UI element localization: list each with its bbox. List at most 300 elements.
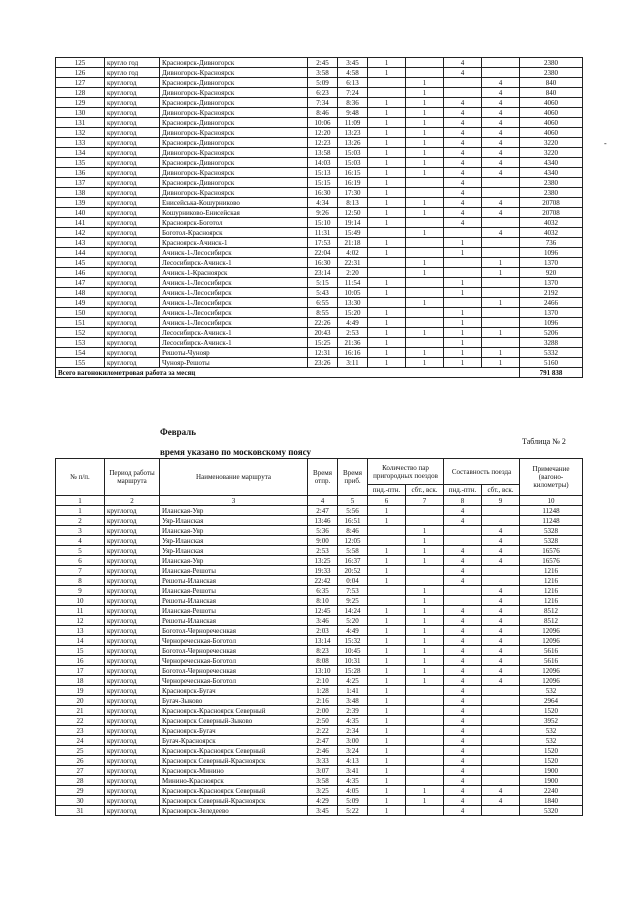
arrival-time-cell: 5:20 xyxy=(338,616,368,626)
arrival-time-cell: 4:49 xyxy=(338,626,368,636)
row-number-cell: 31 xyxy=(56,806,105,816)
table-row xyxy=(56,636,583,646)
arrival-time-cell: 7:24 xyxy=(338,88,368,98)
composition-weekend-cell: 1 xyxy=(482,268,520,278)
route-name-cell: Бугач-Зыково xyxy=(160,696,308,706)
pairs-weekday-cell: 1 xyxy=(368,238,406,248)
route-name-cell: Красноярск-Дивногорск xyxy=(160,98,308,108)
table-row xyxy=(56,68,583,78)
arrival-time-cell: 10:05 xyxy=(338,288,368,298)
arrival-time-cell: 14:24 xyxy=(338,606,368,616)
pairs-weekend-cell: 1 xyxy=(406,676,444,686)
arrival-time-cell: 4:13 xyxy=(338,756,368,766)
pairs-weekend-cell: 1 xyxy=(406,616,444,626)
pairs-weekday-cell: 1 xyxy=(368,128,406,138)
row-number-cell: 10 xyxy=(56,596,105,606)
row-number-cell: 28 xyxy=(56,776,105,786)
route-name-cell: Дивногорск-Красноярск xyxy=(160,108,308,118)
departure-time-cell: 3:58 xyxy=(308,776,338,786)
pairs-weekend-cell xyxy=(406,566,444,576)
car-km-cell: 4060 xyxy=(520,98,583,108)
car-km-cell: 20708 xyxy=(520,198,583,208)
route-name-cell: Решоты-Чунояр xyxy=(160,348,308,358)
route-name-cell: Боготол-Красноярск xyxy=(160,228,308,238)
composition-weekday-cell: 4 xyxy=(444,746,482,756)
period-cell: круглогод xyxy=(105,766,160,776)
composition-weekend-cell: 4 xyxy=(482,158,520,168)
period-cell: круглогод xyxy=(105,338,160,348)
departure-time-cell: 6:23 xyxy=(308,88,338,98)
departure-time-cell: 3:46 xyxy=(308,616,338,626)
composition-weekend-cell: 1 xyxy=(482,328,520,338)
car-km-cell: 4032 xyxy=(520,218,583,228)
table-row xyxy=(56,348,583,358)
car-km-cell: 1370 xyxy=(520,308,583,318)
composition-weekday-cell: 4 xyxy=(444,58,482,68)
period-cell: круглогод xyxy=(105,546,160,556)
period-cell: круглогод xyxy=(105,348,160,358)
row-number-cell: 21 xyxy=(56,706,105,716)
composition-weekday-cell: 4 xyxy=(444,786,482,796)
table-row xyxy=(56,776,583,786)
composition-weekend-cell xyxy=(482,576,520,586)
composition-weekday-cell: 4 xyxy=(444,656,482,666)
period-cell: круглогод xyxy=(105,318,160,328)
row-number-cell: 22 xyxy=(56,716,105,726)
composition-weekend-cell xyxy=(482,706,520,716)
pairs-weekend-cell xyxy=(406,178,444,188)
row-number-cell: 155 xyxy=(56,358,105,368)
composition-weekday-cell: 4 xyxy=(444,178,482,188)
row-number-cell: 142 xyxy=(56,228,105,238)
arrival-time-cell: 15:49 xyxy=(338,228,368,238)
arrival-time-cell: 4:35 xyxy=(338,776,368,786)
table-row xyxy=(56,278,583,288)
pairs-weekday-cell xyxy=(368,228,406,238)
pairs-weekday-cell: 1 xyxy=(368,746,406,756)
departure-time-cell: 2:10 xyxy=(308,676,338,686)
route-name-cell: Черноречеснкая-Боготол xyxy=(160,656,308,666)
column-number: 5 xyxy=(338,496,368,506)
period-cell: круглогод xyxy=(105,736,160,746)
composition-weekday-cell xyxy=(444,78,482,88)
route-name-cell: Иланская-Решоты xyxy=(160,586,308,596)
period-cell: круглогод xyxy=(105,188,160,198)
car-km-cell: 4060 xyxy=(520,108,583,118)
arrival-time-cell: 8:13 xyxy=(338,198,368,208)
route-name-cell: Минино-Красноярск xyxy=(160,776,308,786)
row-number-cell: 25 xyxy=(56,746,105,756)
composition-weekday-cell: 4 xyxy=(444,208,482,218)
table-row xyxy=(56,238,583,248)
pairs-weekend-cell xyxy=(406,68,444,78)
period-cell: круглогод xyxy=(105,506,160,516)
car-km-cell: 4060 xyxy=(520,128,583,138)
composition-weekend-cell: 4 xyxy=(482,646,520,656)
pairs-weekday-cell: 1 xyxy=(368,358,406,368)
pairs-weekday-cell: 1 xyxy=(368,328,406,338)
car-km-cell: 2380 xyxy=(520,178,583,188)
composition-weekend-cell xyxy=(482,746,520,756)
departure-time-cell: 2:16 xyxy=(308,696,338,706)
route-name-cell: Красноярск-Красноярск Северный xyxy=(160,786,308,796)
composition-weekend-cell xyxy=(482,766,520,776)
arrival-time-cell: 8:46 xyxy=(338,526,368,536)
row-number-cell: 144 xyxy=(56,248,105,258)
header-period: Период работы маршрута xyxy=(105,459,160,496)
car-km-cell: 3220 xyxy=(520,148,583,158)
car-km-cell: 8512 xyxy=(520,606,583,616)
route-name-cell: Ачинск-1-Лесосибирск xyxy=(160,278,308,288)
row-number-cell: 152 xyxy=(56,328,105,338)
car-km-cell: 736 xyxy=(520,238,583,248)
pairs-weekday-cell: 1 xyxy=(368,776,406,786)
composition-weekend-cell xyxy=(482,696,520,706)
pairs-weekend-cell xyxy=(406,58,444,68)
header-comp-weekend: сбт., вск. xyxy=(482,485,520,496)
composition-weekday-cell: 4 xyxy=(444,68,482,78)
pairs-weekend-cell: 1 xyxy=(406,78,444,88)
period-cell: круглогод xyxy=(105,756,160,766)
car-km-cell: 840 xyxy=(520,78,583,88)
composition-weekday-cell: 4 xyxy=(444,218,482,228)
period-cell: круглогод xyxy=(105,686,160,696)
arrival-time-cell: 3:24 xyxy=(338,746,368,756)
pairs-weekend-cell: 1 xyxy=(406,128,444,138)
row-number-cell: 23 xyxy=(56,726,105,736)
period-cell: круглогод xyxy=(105,288,160,298)
row-number-cell: 14 xyxy=(56,636,105,646)
header-pairs-weekday: пнд.-птн. xyxy=(368,485,406,496)
car-km-cell: 5332 xyxy=(520,348,583,358)
composition-weekday-cell xyxy=(444,298,482,308)
departure-time-cell: 3:45 xyxy=(308,806,338,816)
composition-weekday-cell: 4 xyxy=(444,706,482,716)
table-row xyxy=(56,646,583,656)
arrival-time-cell: 3:00 xyxy=(338,736,368,746)
period-cell: круглогод xyxy=(105,88,160,98)
composition-weekend-cell: 1 xyxy=(482,298,520,308)
departure-time-cell: 17:53 xyxy=(308,238,338,248)
table-row xyxy=(56,736,583,746)
arrival-time-cell: 11:09 xyxy=(338,118,368,128)
car-km-cell: 12096 xyxy=(520,676,583,686)
route-name-cell: Красноярск-Дивногорск xyxy=(160,58,308,68)
car-km-cell: 4060 xyxy=(520,118,583,128)
route-name-cell: Лесосибирск-Ачинск-1 xyxy=(160,328,308,338)
arrival-time-cell: 4:49 xyxy=(338,318,368,328)
composition-weekend-cell xyxy=(482,566,520,576)
period-cell: круглогод xyxy=(105,138,160,148)
composition-weekend-cell: 4 xyxy=(482,138,520,148)
pairs-weekend-cell: 1 xyxy=(406,258,444,268)
route-name-cell: Боготол-Черноречеснкая xyxy=(160,626,308,636)
composition-weekday-cell xyxy=(444,596,482,606)
row-number-cell: 148 xyxy=(56,288,105,298)
period-cell: круглогод xyxy=(105,776,160,786)
departure-time-cell: 6:35 xyxy=(308,586,338,596)
car-km-cell: 1520 xyxy=(520,756,583,766)
departure-time-cell: 11:31 xyxy=(308,228,338,238)
composition-weekend-cell xyxy=(482,308,520,318)
pairs-weekend-cell xyxy=(406,706,444,716)
car-km-cell: 1216 xyxy=(520,596,583,606)
table-row xyxy=(56,716,583,726)
pairs-weekday-cell: 1 xyxy=(368,108,406,118)
arrival-time-cell: 9:25 xyxy=(338,596,368,606)
composition-weekday-cell: 4 xyxy=(444,716,482,726)
table-row xyxy=(56,118,583,128)
arrival-time-cell: 16:37 xyxy=(338,556,368,566)
composition-weekday-cell xyxy=(444,88,482,98)
route-name-cell: Дивногорск-Красноярск xyxy=(160,188,308,198)
pairs-weekday-cell: 1 xyxy=(368,666,406,676)
departure-time-cell: 2:46 xyxy=(308,746,338,756)
departure-time-cell: 12:45 xyxy=(308,606,338,616)
car-km-cell: 1840 xyxy=(520,796,583,806)
car-km-cell: 5206 xyxy=(520,328,583,338)
car-km-cell: 1520 xyxy=(520,746,583,756)
route-name-cell: Уяр-Иланская xyxy=(160,536,308,546)
departure-time-cell: 19:33 xyxy=(308,566,338,576)
car-km-cell: 3220 xyxy=(520,138,583,148)
pairs-weekday-cell: 1 xyxy=(368,338,406,348)
period-cell: круглогод xyxy=(105,596,160,606)
departure-time-cell: 22:04 xyxy=(308,248,338,258)
period-cell: круглогод xyxy=(105,198,160,208)
composition-weekend-cell xyxy=(482,238,520,248)
pairs-weekday-cell: 1 xyxy=(368,616,406,626)
row-number-cell: 153 xyxy=(56,338,105,348)
period-cell: круглогод xyxy=(105,328,160,338)
arrival-time-cell: 17:30 xyxy=(338,188,368,198)
pairs-weekend-cell: 1 xyxy=(406,348,444,358)
row-number-cell: 136 xyxy=(56,168,105,178)
route-name-cell: Красноярск-Дивногорск xyxy=(160,158,308,168)
pairs-weekend-cell xyxy=(406,716,444,726)
composition-weekend-cell: 4 xyxy=(482,88,520,98)
composition-weekend-cell: 4 xyxy=(482,666,520,676)
arrival-time-cell: 13:30 xyxy=(338,298,368,308)
pairs-weekday-cell: 1 xyxy=(368,676,406,686)
route-name-cell: Боготол-Черноречеснкая xyxy=(160,666,308,676)
composition-weekday-cell: 4 xyxy=(444,766,482,776)
route-name-cell: Ачинск-1-Лесосибирск xyxy=(160,308,308,318)
departure-time-cell: 2:45 xyxy=(308,58,338,68)
composition-weekday-cell: 1 xyxy=(444,288,482,298)
departure-time-cell: 2:50 xyxy=(308,716,338,726)
pairs-weekend-cell: 1 xyxy=(406,298,444,308)
composition-weekend-cell: 4 xyxy=(482,786,520,796)
composition-weekend-cell xyxy=(482,516,520,526)
period-cell: круглогод xyxy=(105,696,160,706)
route-name-cell: Решоты-Иланская xyxy=(160,596,308,606)
composition-weekday-cell: 4 xyxy=(444,148,482,158)
arrival-time-cell: 6:13 xyxy=(338,78,368,88)
composition-weekend-cell xyxy=(482,776,520,786)
departure-time-cell: 3:07 xyxy=(308,766,338,776)
pairs-weekend-cell: 1 xyxy=(406,158,444,168)
composition-weekend-cell xyxy=(482,806,520,816)
car-km-cell: 4340 xyxy=(520,168,583,178)
route-name-cell: Красноярск-Ачинск-1 xyxy=(160,238,308,248)
composition-weekend-cell xyxy=(482,58,520,68)
composition-weekday-cell: 1 xyxy=(444,348,482,358)
pairs-weekday-cell: 1 xyxy=(368,158,406,168)
arrival-time-cell: 1:41 xyxy=(338,686,368,696)
row-number-cell: 19 xyxy=(56,686,105,696)
pairs-weekend-cell: 1 xyxy=(406,556,444,566)
row-number-cell: 151 xyxy=(56,318,105,328)
row-number-cell: 141 xyxy=(56,218,105,228)
departure-time-cell: 20:43 xyxy=(308,328,338,338)
composition-weekday-cell: 4 xyxy=(444,616,482,626)
composition-weekend-cell xyxy=(482,278,520,288)
departure-time-cell: 2:47 xyxy=(308,736,338,746)
row-number-cell: 134 xyxy=(56,148,105,158)
arrival-time-cell: 15:20 xyxy=(338,308,368,318)
arrival-time-cell: 15:03 xyxy=(338,148,368,158)
pairs-weekend-cell: 1 xyxy=(406,636,444,646)
pairs-weekend-cell: 1 xyxy=(406,656,444,666)
period-cell: круглогод xyxy=(105,308,160,318)
car-km-cell: 2466 xyxy=(520,298,583,308)
pairs-weekday-cell: 1 xyxy=(368,726,406,736)
period-cell: круглогод xyxy=(105,716,160,726)
pairs-weekday-cell: 1 xyxy=(368,566,406,576)
composition-weekday-cell xyxy=(444,268,482,278)
route-name-cell: Красноярск Северный-Красноярск xyxy=(160,796,308,806)
header-num: № п/п. xyxy=(56,459,105,496)
departure-time-cell: 3:58 xyxy=(308,68,338,78)
table-row xyxy=(56,566,583,576)
route-name-cell: Дивногорск-Красноярск xyxy=(160,128,308,138)
pairs-weekday-cell: 1 xyxy=(368,636,406,646)
pairs-weekday-cell: 1 xyxy=(368,248,406,258)
period-cell: круглогод xyxy=(105,208,160,218)
composition-weekend-cell xyxy=(482,318,520,328)
route-name-cell: Уяр-Иланская xyxy=(160,546,308,556)
pairs-weekday-cell: 1 xyxy=(368,506,406,516)
table-row xyxy=(56,806,583,816)
header-composition: Составность поезда xyxy=(444,459,520,485)
row-number-cell: 9 xyxy=(56,586,105,596)
composition-weekday-cell: 4 xyxy=(444,566,482,576)
header-note: Примечание (вагоно-километры) xyxy=(520,459,583,496)
period-cell: круглогод xyxy=(105,796,160,806)
pairs-weekday-cell: 1 xyxy=(368,58,406,68)
composition-weekend-cell: 4 xyxy=(482,626,520,636)
pairs-weekday-cell: 1 xyxy=(368,148,406,158)
route-name-cell: Красноярск-Боготол xyxy=(160,218,308,228)
composition-weekday-cell: 4 xyxy=(444,636,482,646)
car-km-cell: 2240 xyxy=(520,786,583,796)
composition-weekday-cell xyxy=(444,258,482,268)
period-cell: круглогод xyxy=(105,148,160,158)
departure-time-cell: 22:42 xyxy=(308,576,338,586)
composition-weekday-cell: 4 xyxy=(444,118,482,128)
composition-weekend-cell xyxy=(482,726,520,736)
departure-time-cell: 5:36 xyxy=(308,526,338,536)
pairs-weekend-cell: 1 xyxy=(406,168,444,178)
departure-time-cell: 15:13 xyxy=(308,168,338,178)
row-number-cell: 146 xyxy=(56,268,105,278)
pairs-weekday-cell: 1 xyxy=(368,308,406,318)
row-number-cell: 130 xyxy=(56,108,105,118)
table-row xyxy=(56,546,583,556)
period-cell: круглогод xyxy=(105,298,160,308)
pairs-weekday-cell: 1 xyxy=(368,546,406,556)
composition-weekend-cell xyxy=(482,218,520,228)
composition-weekday-cell: 4 xyxy=(444,98,482,108)
pairs-weekday-cell: 1 xyxy=(368,516,406,526)
period-cell: кругло год xyxy=(105,58,160,68)
table-row xyxy=(56,98,583,108)
row-number-cell: 135 xyxy=(56,158,105,168)
composition-weekend-cell: 4 xyxy=(482,98,520,108)
table-row xyxy=(56,288,583,298)
composition-weekend-cell xyxy=(482,178,520,188)
table-row xyxy=(56,228,583,238)
car-km-cell: 3288 xyxy=(520,338,583,348)
pairs-weekday-cell: 1 xyxy=(368,288,406,298)
pairs-weekday-cell: 1 xyxy=(368,218,406,228)
row-number-cell: 139 xyxy=(56,198,105,208)
composition-weekday-cell: 4 xyxy=(444,128,482,138)
table-row xyxy=(56,158,583,168)
pairs-weekend-cell xyxy=(406,766,444,776)
pairs-weekend-cell xyxy=(406,806,444,816)
pairs-weekday-cell xyxy=(368,258,406,268)
composition-weekend-cell: 4 xyxy=(482,616,520,626)
table-row xyxy=(56,696,583,706)
margin-mark: - xyxy=(604,139,607,148)
period-cell: круглогод xyxy=(105,258,160,268)
pairs-weekday-cell xyxy=(368,298,406,308)
section-title: Февраль xyxy=(160,427,196,437)
pairs-weekend-cell: 1 xyxy=(406,108,444,118)
car-km-cell: 1216 xyxy=(520,566,583,576)
pairs-weekend-cell xyxy=(406,686,444,696)
arrival-time-cell: 7:53 xyxy=(338,586,368,596)
composition-weekday-cell: 4 xyxy=(444,606,482,616)
pairs-weekday-cell: 1 xyxy=(368,686,406,696)
departure-time-cell: 6:55 xyxy=(308,298,338,308)
period-cell: круглогод xyxy=(105,248,160,258)
car-km-cell: 532 xyxy=(520,736,583,746)
header-dep: Время отпр. xyxy=(308,459,338,496)
row-number-cell: 20 xyxy=(56,696,105,706)
route-name-cell: Кошурниково-Енисейская xyxy=(160,208,308,218)
composition-weekday-cell: 4 xyxy=(444,686,482,696)
table-row xyxy=(56,626,583,636)
pairs-weekend-cell: 1 xyxy=(406,198,444,208)
departure-time-cell: 8:23 xyxy=(308,646,338,656)
composition-weekday-cell: 4 xyxy=(444,796,482,806)
route-name-cell: Ачинск-1-Лесосибирск xyxy=(160,288,308,298)
composition-weekday-cell: 4 xyxy=(444,138,482,148)
table-row xyxy=(56,506,583,516)
arrival-time-cell: 10:45 xyxy=(338,646,368,656)
car-km-cell: 12096 xyxy=(520,626,583,636)
column-number: 4 xyxy=(308,496,338,506)
composition-weekend-cell: 1 xyxy=(482,348,520,358)
composition-weekend-cell: 4 xyxy=(482,556,520,566)
pairs-weekday-cell: 1 xyxy=(368,318,406,328)
column-number: 8 xyxy=(444,496,482,506)
composition-weekday-cell: 4 xyxy=(444,108,482,118)
total-row xyxy=(56,368,583,378)
